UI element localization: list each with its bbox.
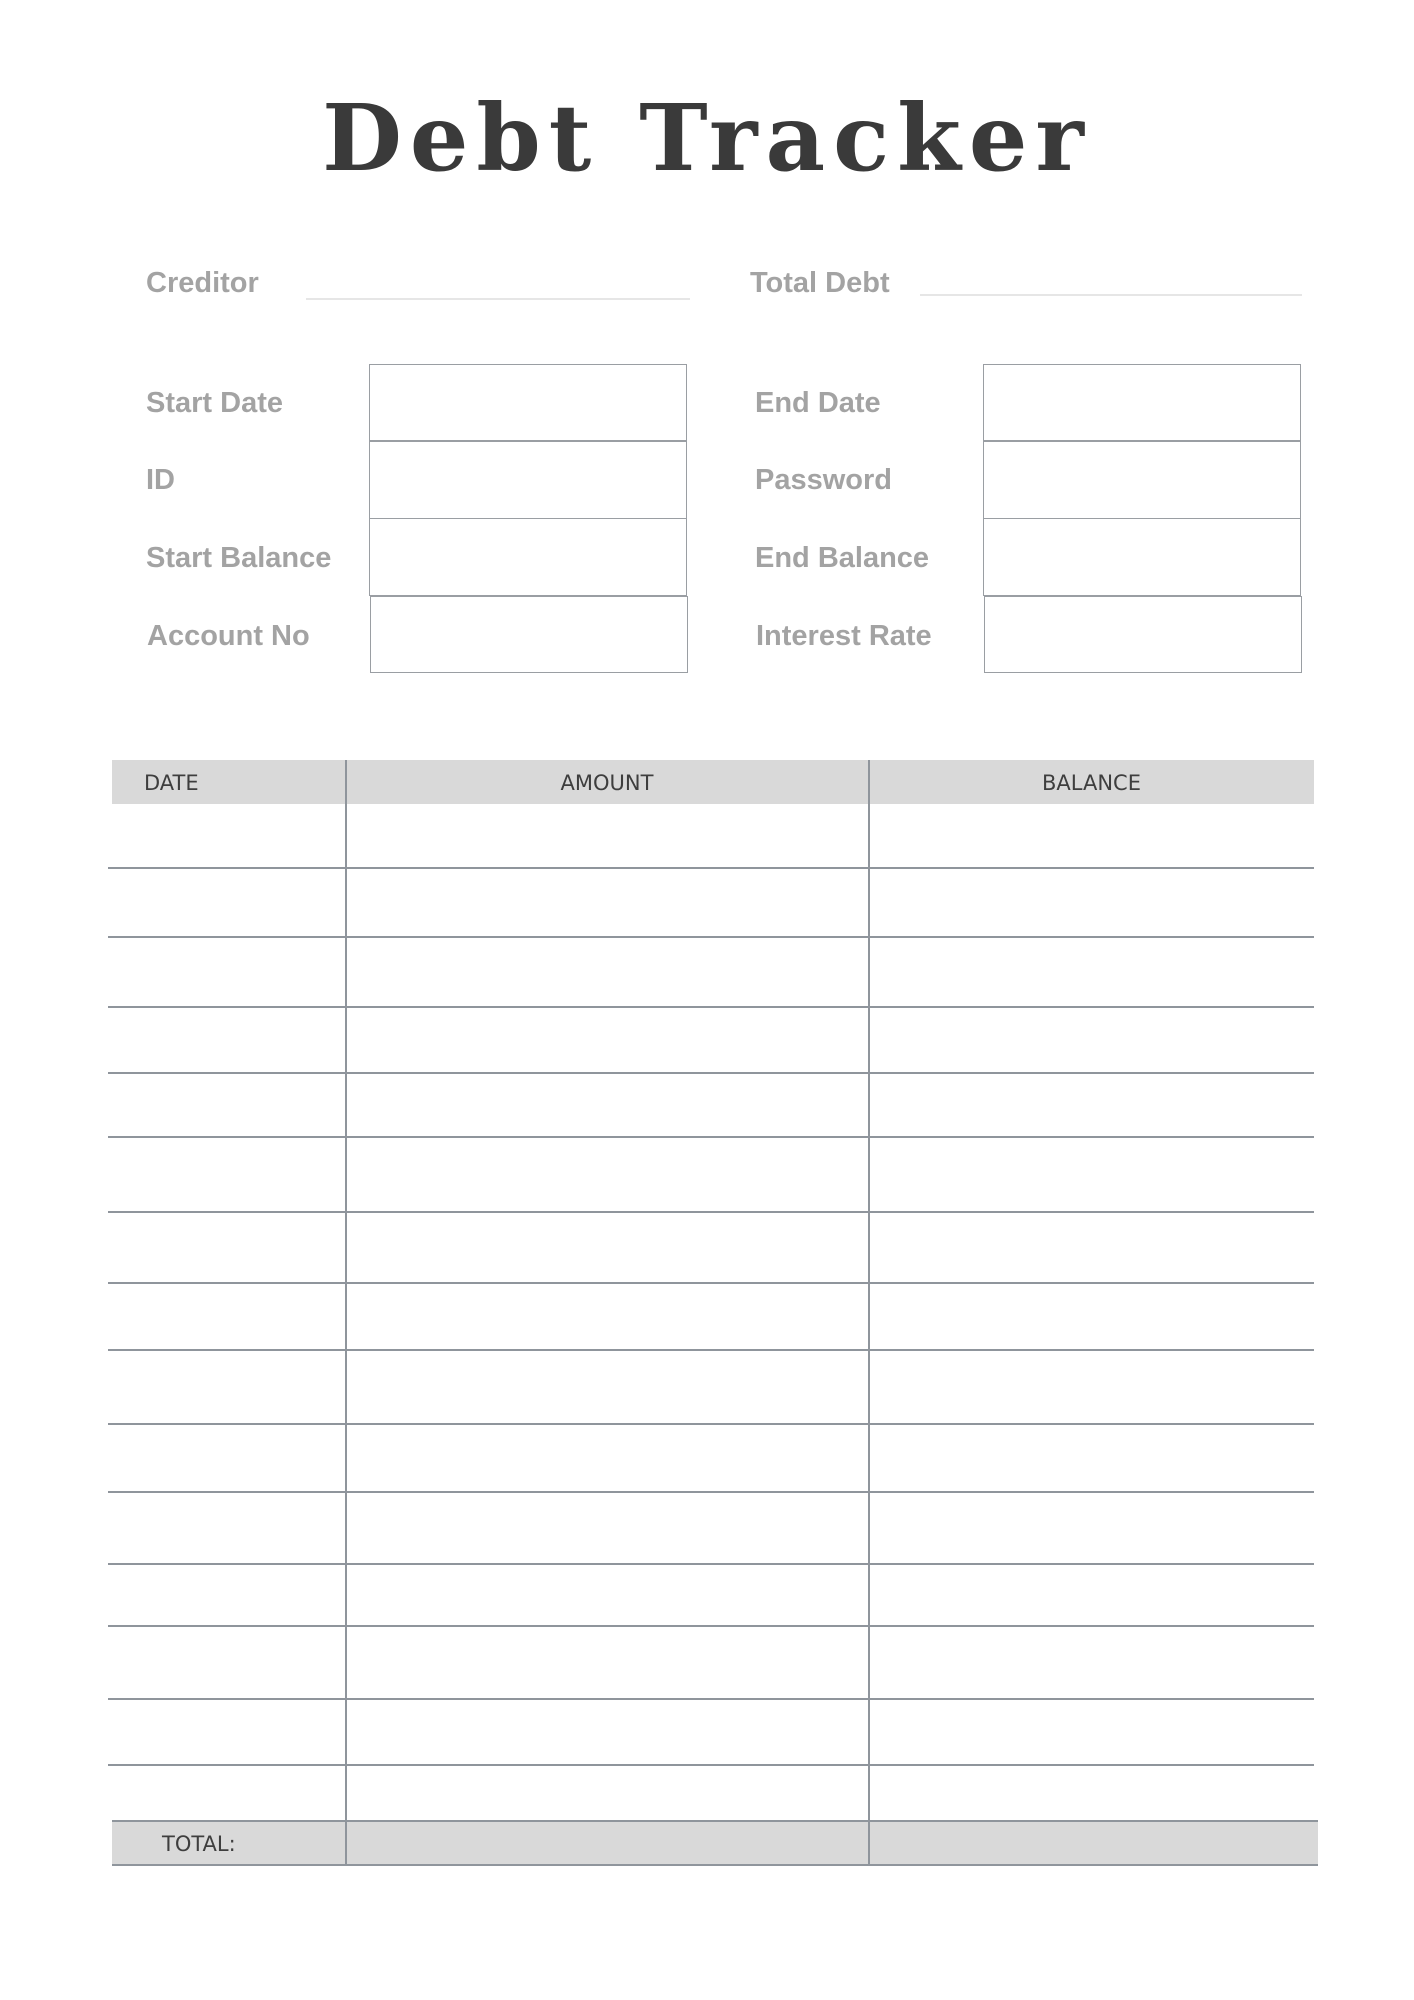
start-balance-box[interactable]	[369, 518, 687, 596]
table-row	[112, 1625, 1314, 1698]
date-cell[interactable]	[112, 1698, 345, 1764]
amount-cell[interactable]	[346, 1136, 868, 1211]
table-row	[112, 1764, 1314, 1818]
balance-cell[interactable]	[870, 1282, 1314, 1349]
table-row	[112, 1349, 1314, 1423]
creditor-field[interactable]	[306, 298, 690, 300]
account-no-label: Account No	[147, 620, 310, 652]
amount-cell[interactable]	[346, 1349, 868, 1423]
id-label: ID	[146, 464, 175, 496]
balance-cell[interactable]	[870, 1006, 1314, 1072]
amount-cell[interactable]	[346, 1006, 868, 1072]
date-cell[interactable]	[112, 867, 345, 936]
start-date-label: Start Date	[146, 387, 283, 419]
id-box[interactable]	[369, 441, 687, 519]
date-cell[interactable]	[112, 1563, 345, 1625]
date-cell[interactable]	[112, 1423, 345, 1491]
table-row	[112, 1136, 1314, 1211]
table-total-row	[112, 1820, 1318, 1866]
balance-cell[interactable]	[870, 1349, 1314, 1423]
table-row	[112, 1423, 1314, 1491]
amount-cell[interactable]	[346, 1282, 868, 1349]
date-cell[interactable]	[112, 1006, 345, 1072]
end-balance-label: End Balance	[755, 542, 930, 574]
date-cell[interactable]	[112, 1764, 345, 1818]
amount-cell[interactable]	[346, 804, 868, 867]
interest-rate-label: Interest Rate	[756, 620, 932, 652]
total-label: TOTAL:	[162, 1832, 236, 1856]
table-row	[112, 936, 1314, 1006]
end-date-label: End Date	[755, 387, 881, 419]
table-row	[112, 1491, 1314, 1563]
balance-cell[interactable]	[870, 1211, 1314, 1282]
total-debt-field[interactable]	[920, 294, 1302, 296]
date-cell[interactable]	[112, 1491, 345, 1563]
balance-cell[interactable]	[870, 804, 1314, 867]
table-row	[112, 1072, 1314, 1136]
balance-cell[interactable]	[870, 1698, 1314, 1764]
amount-cell[interactable]	[346, 1211, 868, 1282]
balance-cell[interactable]	[870, 1072, 1314, 1136]
creditor-label: Creditor	[146, 267, 259, 299]
start-balance-label: Start Balance	[146, 542, 332, 574]
amount-cell[interactable]	[346, 1423, 868, 1491]
account-no-box[interactable]	[370, 596, 688, 673]
date-cell[interactable]	[112, 1136, 345, 1211]
amount-cell[interactable]	[346, 1625, 868, 1698]
column-divider-date	[345, 760, 347, 1866]
start-date-box[interactable]	[369, 364, 687, 441]
password-label: Password	[755, 464, 892, 496]
date-cell[interactable]	[112, 1072, 345, 1136]
balance-cell[interactable]	[870, 867, 1314, 936]
total-balance-cell[interactable]	[870, 1822, 1314, 1864]
balance-cell[interactable]	[870, 1491, 1314, 1563]
table-row	[112, 867, 1314, 936]
transaction-table	[112, 760, 1314, 1866]
page-title: Debt Tracker	[322, 84, 1092, 192]
password-box[interactable]	[983, 441, 1301, 519]
table-row	[112, 1563, 1314, 1625]
end-date-box[interactable]	[983, 364, 1301, 441]
table-row	[112, 804, 1314, 867]
total-debt-label: Total Debt	[750, 267, 890, 299]
column-header-amount: AMOUNT	[560, 771, 654, 795]
amount-cell[interactable]	[346, 1072, 868, 1136]
balance-cell[interactable]	[870, 936, 1314, 1006]
table-row	[112, 1282, 1314, 1349]
balance-cell[interactable]	[870, 1764, 1314, 1818]
table-row	[112, 1211, 1314, 1282]
column-divider-amount	[868, 760, 870, 1866]
date-cell[interactable]	[112, 936, 345, 1006]
date-cell[interactable]	[112, 1211, 345, 1282]
amount-cell[interactable]	[346, 1698, 868, 1764]
amount-cell[interactable]	[346, 936, 868, 1006]
amount-cell[interactable]	[346, 1491, 868, 1563]
end-balance-box[interactable]	[983, 518, 1301, 596]
amount-cell[interactable]	[346, 1764, 868, 1818]
balance-cell[interactable]	[870, 1423, 1314, 1491]
date-cell[interactable]	[112, 1349, 345, 1423]
table-row	[112, 1698, 1314, 1764]
total-amount-cell[interactable]	[346, 1822, 868, 1864]
balance-cell[interactable]	[870, 1563, 1314, 1625]
balance-cell[interactable]	[870, 1136, 1314, 1211]
amount-cell[interactable]	[346, 867, 868, 936]
interest-rate-box[interactable]	[984, 596, 1302, 673]
column-header-date: DATE	[144, 771, 199, 795]
date-cell[interactable]	[112, 1625, 345, 1698]
amount-cell[interactable]	[346, 1563, 868, 1625]
date-cell[interactable]	[112, 1282, 345, 1349]
table-row	[112, 1006, 1314, 1072]
date-cell[interactable]	[112, 804, 345, 867]
table-header	[112, 760, 1314, 804]
balance-cell[interactable]	[870, 1625, 1314, 1698]
column-header-balance: BALANCE	[1042, 771, 1141, 795]
